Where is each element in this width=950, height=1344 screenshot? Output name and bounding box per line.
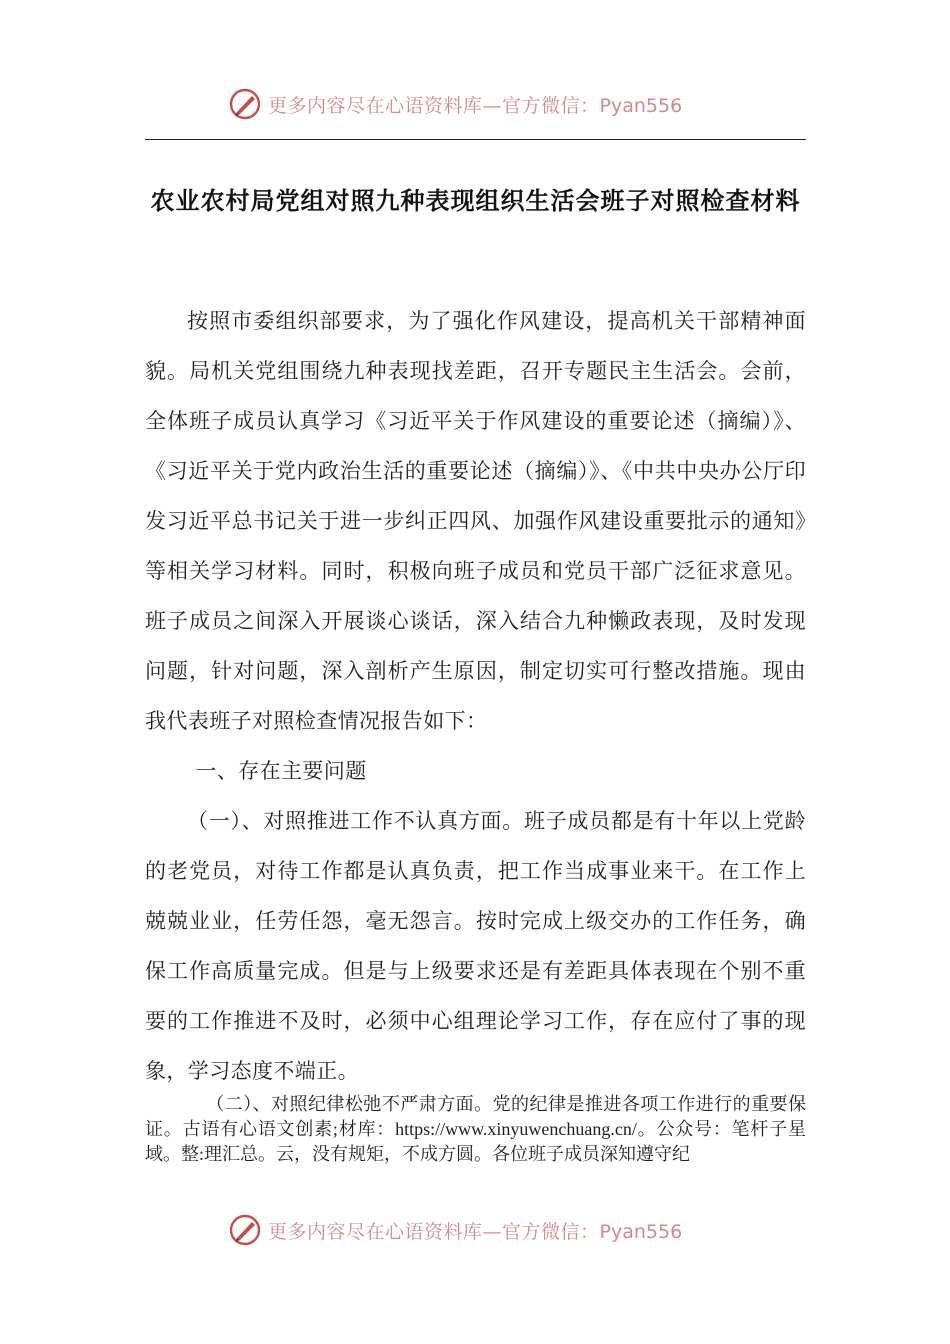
document-title: 农业农村局党组对照九种表现组织生活会班子对照检查材料	[150, 186, 801, 215]
section-heading: 一、存在主要问题	[195, 759, 367, 783]
wechat-id: Pyan556	[599, 1220, 683, 1243]
problem-two-paragraph-block	[145, 1092, 806, 1167]
pen-circle-logo-icon	[228, 87, 262, 121]
watermark-slogan: 更多内容尽在心语资料库—官方微信：	[268, 94, 600, 117]
wechat-id: Pyan556	[599, 94, 683, 117]
watermark-text	[268, 1217, 682, 1244]
header-watermark	[228, 84, 682, 124]
footer-watermark	[228, 1210, 682, 1250]
intro-paragraph: 按照市委组织部要求，为了强化作风建设，提高机关干部精神面貌。局机关党组围绕九种表现找差距，召开专题民主生活会。会前，全体班子成员认真学习《习近平关于作风建设的重要论述（摘编）》、《习近平关于党内政治生活的重要论述（摘编）》、《中共中央办公厅印发习近平总书记关于进一步纠正四风、加强作风建设重要批示的通知》等相关学习材料。同时，积极向班子成员和党员干部广泛征求意见。班子成员之间深入开展谈心谈话，深入结合九种懒政表现，及时发现问题，针对问题，深入剖析产生原因，制定切实可行整改措施。现由我代表班子对照检查情况报告如下：	[145, 309, 806, 733]
watermark-slogan: 更多内容尽在心语资料库—官方微信：	[268, 1220, 600, 1243]
header-divider	[145, 139, 806, 140]
document-body	[145, 296, 806, 1096]
problem-one-paragraph: （一）、对照推进工作不认真方面。班子成员都是有十年以上党龄的老党员，对待工作都是认真负责，把工作当成事业来干。在工作上兢兢业业，任劳任怨，毫无怨言。按时完成上级交办的工作任务，确保工作高质量完成。但是与上级要求还是有差距具体表现在个别不重要的工作推进不及时，必须中心组理论学习工作，存在应付了事的现象，学习态度不端正。	[145, 809, 806, 1083]
watermark-text	[268, 91, 682, 118]
pen-circle-logo-icon	[228, 1213, 262, 1247]
problem-two-paragraph: （二）、对照纪律松弛不严肃方面。党的纪律是推进各项工作进行的重要保证。古语有心语文创素;材库：https://www.xinyuwenchuang.cn/。公众号：笔杆子星域。整:理汇总。云，没有规矩，不成方圆。各位班子成员深知遵守纪	[145, 1094, 806, 1164]
